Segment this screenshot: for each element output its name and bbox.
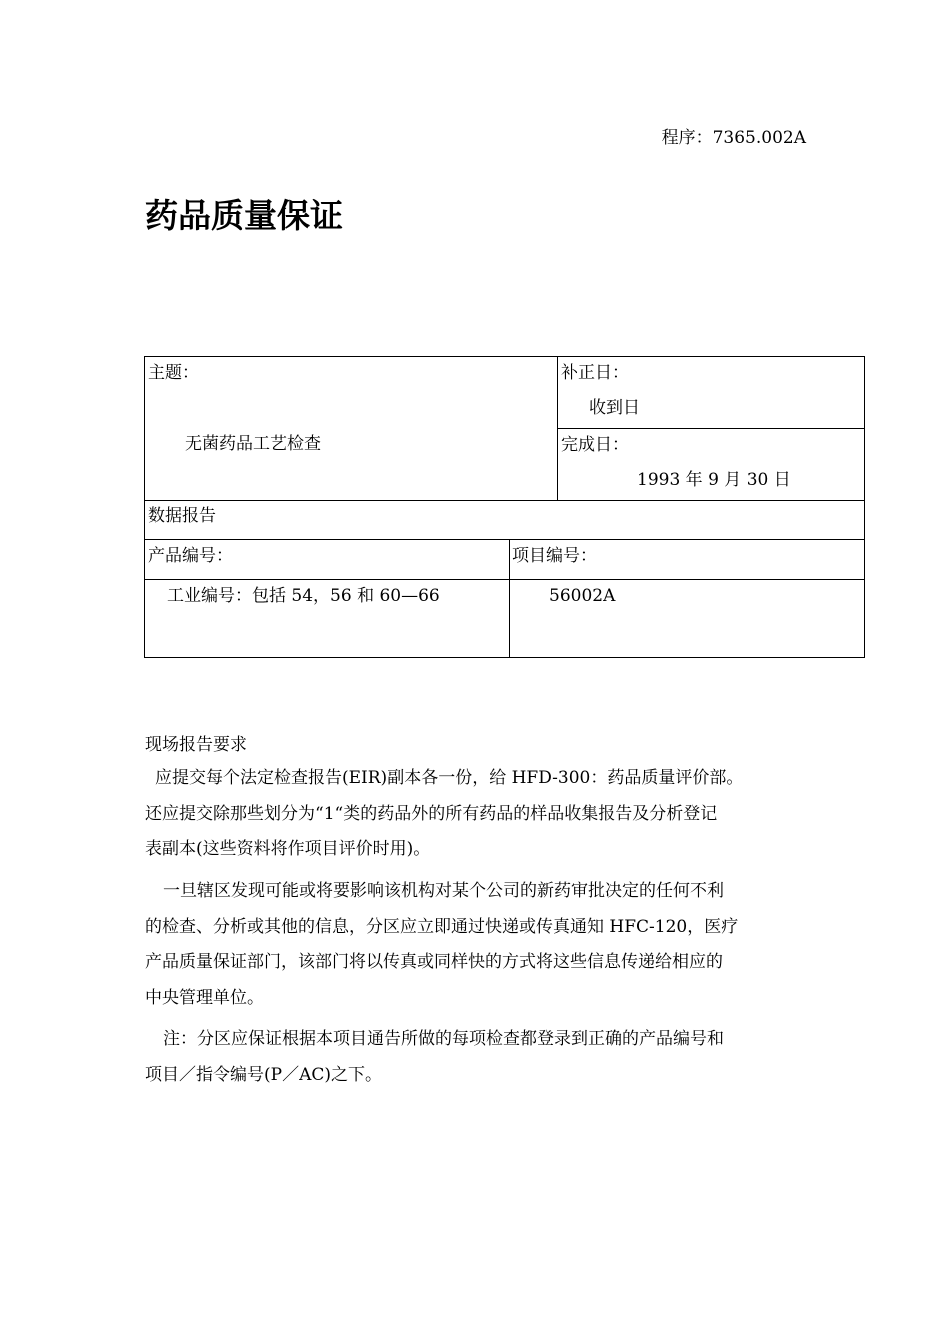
divider-code-header <box>145 579 865 580</box>
divider-date-split <box>557 428 865 429</box>
subject-label: 主题： <box>148 363 199 383</box>
subject-value: 无菌药品工艺检查 <box>185 434 321 454</box>
product-code-label: 产品编号： <box>148 546 233 566</box>
project-code-label: 项目编号： <box>512 546 597 566</box>
paragraph-line: 还应提交除那些划分为“1“类的药品外的所有药品的样品收集报告及分析登记 <box>145 803 718 824</box>
paragraph-notification <box>145 874 807 1016</box>
document-title: 药品质量保证 <box>145 196 343 235</box>
paragraph-line: 应提交每个法定检查报告(EIR)副本各一份，给 HFD-300：药品质量评价部。 <box>155 768 744 788</box>
program-number: 程序：7365.002A <box>661 128 806 148</box>
amend-date-value: 收到日 <box>589 398 640 418</box>
paragraph-line: 一旦辖区发现可能或将要影响该机构对某个公司的新药审批决定的任何不利 <box>163 881 724 901</box>
paragraph-line: 表副本(这些资料将作项目评价时用)。 <box>145 839 431 859</box>
product-code-value: 工业编号：包括 54，56 和 60—66 <box>167 586 440 606</box>
divider-header-bottom <box>145 500 865 501</box>
paragraph-line: 产品质量保证部门，该部门将以传真或同样快的方式将这些信息传递给相应的 <box>145 952 723 972</box>
paragraph-submission <box>145 761 807 868</box>
divider-data-report <box>145 539 865 540</box>
field-report-heading: 现场报告要求 <box>145 735 247 755</box>
amend-date-label: 补正日： <box>561 363 629 383</box>
data-report-label: 数据报告 <box>148 506 216 526</box>
info-form-table <box>144 356 865 658</box>
project-code-value: 56002A <box>549 586 616 606</box>
completion-date-label: 完成日： <box>561 435 629 455</box>
paragraph-line: 中央管理单位。 <box>145 987 264 1008</box>
paragraph-line: 注：分区应保证根据本项目通告所做的每项检查都登录到正确的产品编号和 <box>163 1029 724 1049</box>
divider-vertical-bottom <box>509 539 510 658</box>
completion-date-value: 1993 年 9 月 30 日 <box>637 470 791 490</box>
paragraph-line: 项目／指令编号(P／AC)之下。 <box>145 1064 382 1085</box>
paragraph-note <box>145 1022 807 1093</box>
paragraph-line: 的检查、分析或其他的信息，分区应立即通过快递或传真通知 HFC-120，医疗 <box>145 916 739 937</box>
